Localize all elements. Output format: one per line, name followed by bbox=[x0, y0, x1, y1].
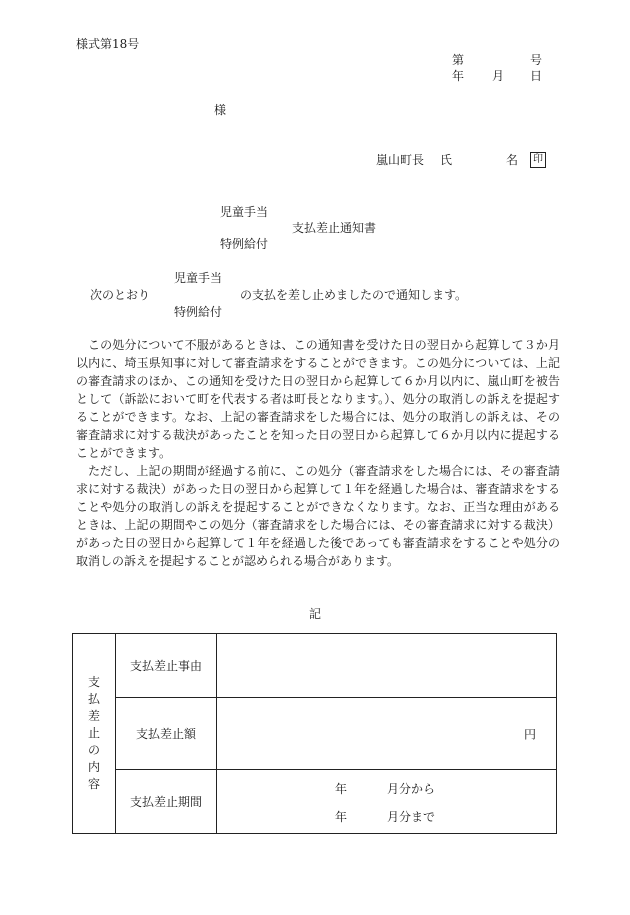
notice-option1: 児童手当 bbox=[174, 271, 223, 285]
seal-mark: 印 bbox=[530, 152, 546, 168]
detail-table bbox=[72, 633, 557, 834]
amount-value bbox=[217, 698, 557, 770]
body-paragraph-2: ただし、上記の期間が経過する前に、この処分（審査請求をした場合には、その審査請求に対する裁決）があった日の翌日から起算して１年を経過した場合は、審査請求をすることや処分の取消しの訴えを提起することができなくなります。なお、正当な理由があるときは、上記の期間やこの処分（審査請求をした場合には、その審査請求に対する裁決）があった日の翌日から起算して１年を経過した後であっても審査請求をすることや処分の取消しの訴えを提起することが認められる場合があります。 bbox=[76, 464, 560, 568]
ki-heading: 記 bbox=[309, 607, 322, 621]
reason-value bbox=[217, 634, 557, 698]
side-char: 差 bbox=[87, 709, 100, 723]
period-label: 支払差止期間 bbox=[116, 770, 217, 834]
date-month: 月 bbox=[492, 69, 505, 83]
side-label bbox=[73, 634, 116, 834]
issuer-name-label-2: 名 bbox=[506, 153, 519, 167]
period-to-month: 月分まで bbox=[387, 810, 436, 824]
date-day: 日 bbox=[530, 69, 543, 83]
amount-unit: 円 bbox=[523, 727, 536, 741]
reason-label: 支払差止事由 bbox=[116, 634, 217, 698]
notice-suffix: の支払を差し止めましたので通知します。 bbox=[240, 288, 468, 302]
period-from-year: 年 bbox=[335, 782, 348, 796]
side-char: 容 bbox=[87, 777, 100, 791]
notice-prefix: 次のとおり bbox=[90, 288, 151, 302]
period-from-month: 月分から bbox=[387, 782, 436, 796]
period-from bbox=[335, 780, 436, 797]
period-value bbox=[217, 770, 557, 834]
side-char: 止 bbox=[87, 726, 100, 740]
period-to-year: 年 bbox=[335, 810, 348, 824]
title-line2: 特例給付 bbox=[220, 237, 269, 251]
body-paragraph-1: この処分について不服があるときは、この通知書を受けた日の翌日から起算して３か月以内に、埼玉県知事に対して審査請求をすることができます。この処分については、上記の審査請求のほか、この通知を受けた日の翌日から起算して６か月以内に、嵐山町を被告として（訴訟において町を代表する者は町長となります。）、処分の取消しの訴えを提起することができます。なお、上記の審査請求をした場合には、処分の取消しの訴えは、その審査請求に対する裁決があったことを知った日の翌日から起算して６か月以内に提起することができます。 bbox=[76, 338, 560, 460]
notice-option2: 特例給付 bbox=[174, 305, 223, 319]
page-title: 支払差止通知書 bbox=[292, 221, 377, 235]
addressee-suffix: 様 bbox=[214, 103, 227, 117]
side-char: の bbox=[87, 743, 100, 757]
amount-label: 支払差止額 bbox=[116, 698, 217, 770]
body-text bbox=[76, 336, 560, 570]
doc-number-suffix: 号 bbox=[530, 53, 543, 67]
title-line1: 児童手当 bbox=[220, 205, 269, 219]
date-year: 年 bbox=[452, 69, 465, 83]
side-char: 支 bbox=[87, 675, 100, 689]
side-char: 払 bbox=[87, 692, 100, 706]
side-char: 内 bbox=[87, 760, 100, 774]
issuer-title: 嵐山町長 bbox=[376, 153, 425, 167]
issuer-name-label-1: 氏 bbox=[440, 153, 453, 167]
form-number: 様式第18号 bbox=[76, 37, 140, 51]
period-to bbox=[335, 808, 436, 825]
doc-number-prefix: 第 bbox=[452, 53, 465, 67]
